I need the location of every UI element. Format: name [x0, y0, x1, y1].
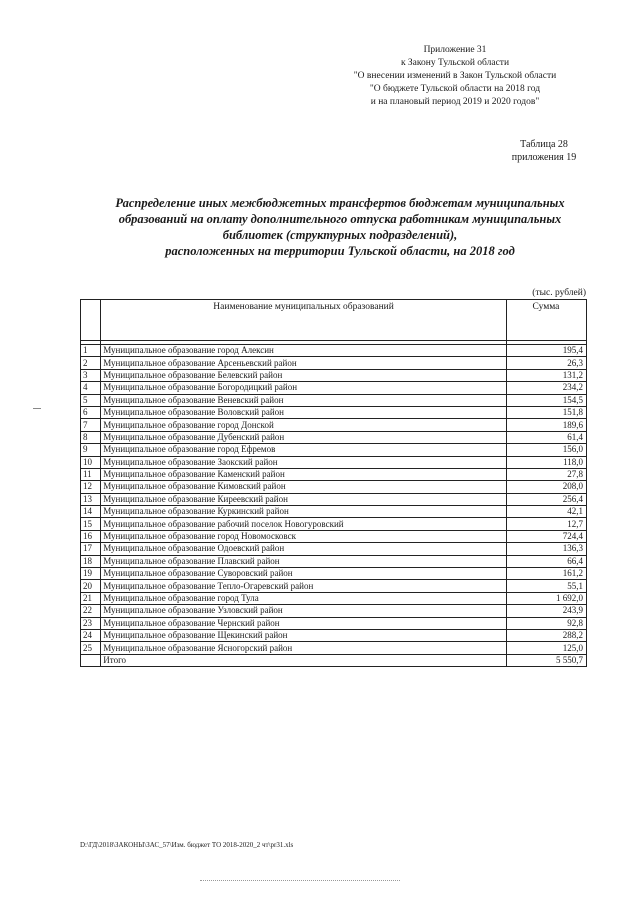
row-sum: 1 692,0	[506, 592, 586, 604]
document-title	[80, 195, 600, 259]
row-number: 21	[81, 592, 101, 604]
table-row	[81, 506, 587, 518]
row-number: 7	[81, 419, 101, 431]
row-name: Муниципальное образование Чернский район	[101, 617, 507, 629]
table-row	[81, 444, 587, 456]
table-row	[81, 419, 587, 431]
table-body	[81, 341, 587, 667]
row-name: Муниципальное образование Веневский район	[101, 394, 507, 406]
row-sum: 234,2	[506, 382, 586, 394]
units-label: (тыс. рублей)	[532, 288, 586, 298]
row-name: Муниципальное образование город Ефремов	[101, 444, 507, 456]
total-row	[81, 654, 587, 666]
row-name: Муниципальное образование город Алексин	[101, 345, 507, 357]
row-number: 6	[81, 406, 101, 418]
total-sum: 5 550,7	[506, 654, 586, 666]
row-sum: 92,8	[506, 617, 586, 629]
table-row	[81, 382, 587, 394]
appendix-line: и на плановый период 2019 и 2020 годов"	[370, 97, 540, 107]
scan-margin-mark	[33, 408, 41, 409]
row-name: Муниципальное образование город Новомосковск	[101, 530, 507, 542]
row-name: Муниципальное образование Суворовский район	[101, 568, 507, 580]
row-name: Муниципальное образование Плавский район	[101, 555, 507, 567]
header-sum: Сумма	[506, 300, 586, 341]
row-number: 5	[81, 394, 101, 406]
table-row	[81, 431, 587, 443]
row-name: Муниципальное образование Каменский район	[101, 468, 507, 480]
row-name: Муниципальное образование город Тула	[101, 592, 507, 604]
row-number: 25	[81, 642, 101, 654]
row-name: Муниципальное образование Воловский район	[101, 406, 507, 418]
row-name: Муниципальное образование Белевский район	[101, 369, 507, 381]
title-line: образований на оплату дополнительного отпуска работникам муниципальных	[118, 212, 562, 226]
table-row	[81, 555, 587, 567]
row-name: Муниципальное образование Куркинский район	[101, 506, 507, 518]
table-header-row	[81, 300, 587, 341]
row-sum: 189,6	[506, 419, 586, 431]
row-sum: 61,4	[506, 431, 586, 443]
row-name: Муниципальное образование город Донской	[101, 419, 507, 431]
row-sum: 136,3	[506, 543, 586, 555]
row-sum: 26,3	[506, 357, 586, 369]
table-row	[81, 605, 587, 617]
row-number: 12	[81, 481, 101, 493]
row-sum: 12,7	[506, 518, 586, 530]
row-sum: 125,0	[506, 642, 586, 654]
row-sum: 151,8	[506, 406, 586, 418]
row-number: 24	[81, 629, 101, 641]
table-row	[81, 406, 587, 418]
row-sum: 243,9	[506, 605, 586, 617]
row-number: 20	[81, 580, 101, 592]
row-sum: 256,4	[506, 493, 586, 505]
appendix-line: "О бюджете Тульской области на 2018 год	[369, 84, 541, 94]
row-number: 19	[81, 568, 101, 580]
row-number: 17	[81, 543, 101, 555]
scan-artifact-line	[200, 880, 400, 882]
table-row	[81, 580, 587, 592]
table-row	[81, 369, 587, 381]
row-number: 13	[81, 493, 101, 505]
table-row	[81, 456, 587, 468]
row-sum: 66,4	[506, 555, 586, 567]
row-number: 3	[81, 369, 101, 381]
row-name: Муниципальное образование Щекинский район	[101, 629, 507, 641]
table-row	[81, 357, 587, 369]
row-sum: 156,0	[506, 444, 586, 456]
table-row	[81, 518, 587, 530]
appendix-line: Приложение 31	[423, 45, 487, 55]
row-name: Муниципальное образование Богородицкий район	[101, 382, 507, 394]
table-reference	[480, 138, 608, 164]
table-row	[81, 468, 587, 480]
row-name: Муниципальное образование Арсеньевский район	[101, 357, 507, 369]
table-row	[81, 530, 587, 542]
row-sum: 288,2	[506, 629, 586, 641]
row-number: 23	[81, 617, 101, 629]
table-row	[81, 568, 587, 580]
table-row	[81, 592, 587, 604]
row-sum: 161,2	[506, 568, 586, 580]
row-number: 10	[81, 456, 101, 468]
title-line: расположенных на территории Тульской области, на 2018 год	[165, 244, 515, 258]
table-row	[81, 642, 587, 654]
row-sum: 154,5	[506, 394, 586, 406]
row-sum: 55,1	[506, 580, 586, 592]
table-row	[81, 543, 587, 555]
row-name: Муниципальное образование Узловский район	[101, 605, 507, 617]
row-name: Муниципальное образование Ясногорский район	[101, 642, 507, 654]
row-number: 22	[81, 605, 101, 617]
title-line: библиотек (структурных подразделений),	[222, 228, 458, 242]
appendix-header	[300, 44, 610, 109]
title-line: Распределение иных межбюджетных трансфертов бюджетам муниципальных	[115, 196, 565, 210]
appendix-line: "О внесении изменений в Закон Тульской области	[353, 71, 557, 81]
row-number: 4	[81, 382, 101, 394]
table-row	[81, 345, 587, 357]
table-row	[81, 481, 587, 493]
header-name: Наименование муниципальных образований	[101, 300, 507, 341]
total-label: Итого	[101, 654, 507, 666]
row-number: 15	[81, 518, 101, 530]
table-ref-line: приложения 19	[511, 152, 577, 163]
row-sum: 208,0	[506, 481, 586, 493]
row-name: Муниципальное образование Кимовский район	[101, 481, 507, 493]
row-sum: 131,2	[506, 369, 586, 381]
row-sum: 27,8	[506, 468, 586, 480]
row-number: 14	[81, 506, 101, 518]
row-name: Муниципальное образование Одоевский район	[101, 543, 507, 555]
total-number	[81, 654, 101, 666]
row-number: 2	[81, 357, 101, 369]
row-sum: 195,4	[506, 345, 586, 357]
row-name: Муниципальное образование Заокский район	[101, 456, 507, 468]
table-row	[81, 394, 587, 406]
row-name: Муниципальное образование Киреевский район	[101, 493, 507, 505]
transfers-table	[80, 299, 587, 667]
appendix-line: к Закону Тульской области	[400, 58, 510, 68]
row-name: Муниципальное образование Тепло-Огаревский район	[101, 580, 507, 592]
row-name: Муниципальное образование рабочий поселок Новогуровский	[101, 518, 507, 530]
row-number: 16	[81, 530, 101, 542]
row-number: 1	[81, 345, 101, 357]
row-number: 9	[81, 444, 101, 456]
header-number	[81, 300, 101, 341]
row-sum: 42,1	[506, 506, 586, 518]
row-name: Муниципальное образование Дубенский район	[101, 431, 507, 443]
row-number: 11	[81, 468, 101, 480]
file-path: D:\ГД\2018\ЗАКОНЫ\ЗАС_57\Изм. бюджет ТО 2018-2020_2 чт\pr31.xls	[80, 841, 294, 849]
table-row	[81, 493, 587, 505]
row-number: 8	[81, 431, 101, 443]
table-row	[81, 629, 587, 641]
row-sum: 724,4	[506, 530, 586, 542]
table-ref-line: Таблица 28	[520, 139, 568, 150]
row-number: 18	[81, 555, 101, 567]
row-sum: 118,0	[506, 456, 586, 468]
table-row	[81, 617, 587, 629]
